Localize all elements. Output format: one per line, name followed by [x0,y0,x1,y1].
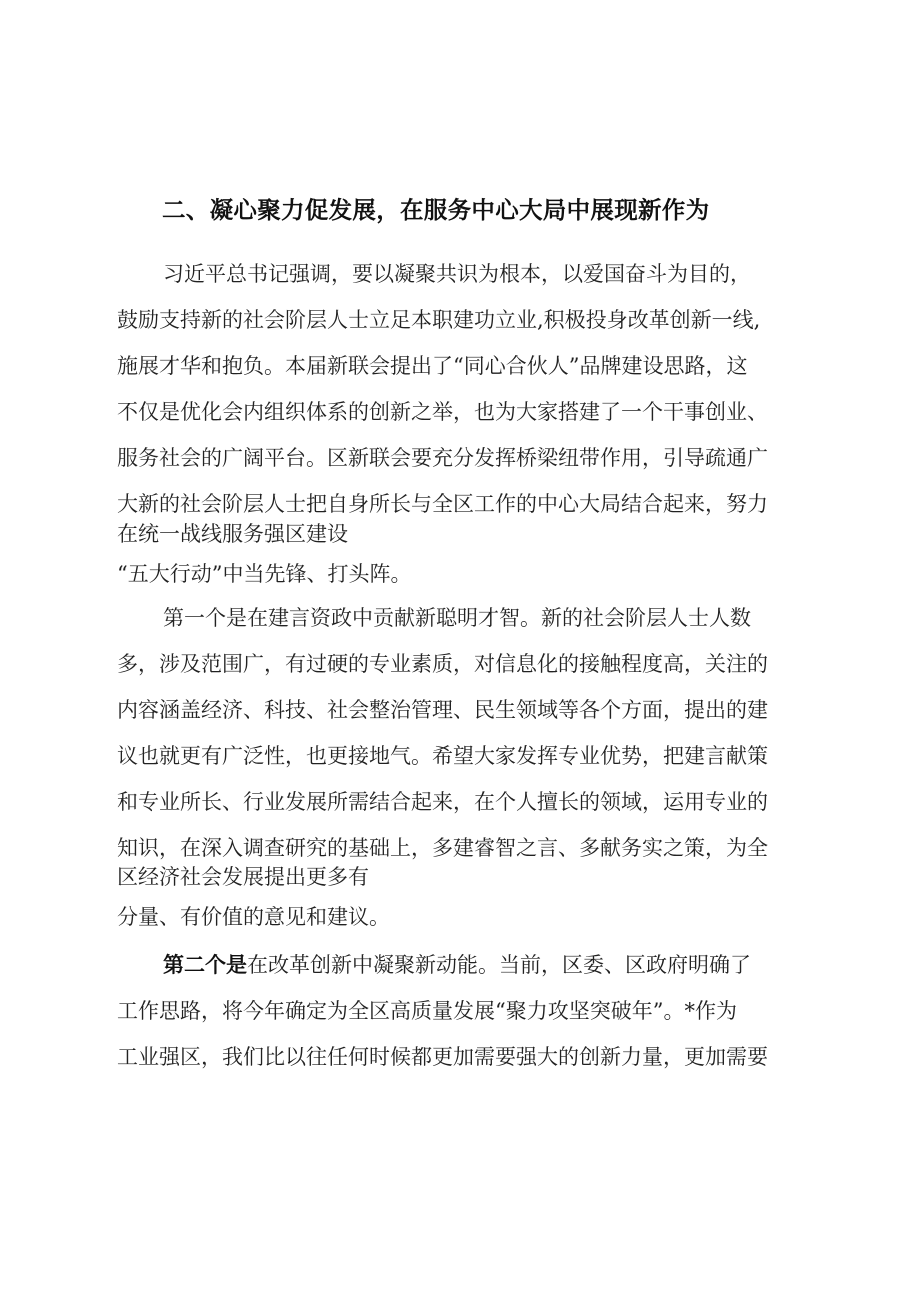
paragraph-2-line-8: 分量、有价值的意见和建议。 [117,905,390,929]
paragraph-2-line-7: 区经济社会发展提出更多有 [117,865,369,889]
paragraph-3-line-1 [163,953,751,977]
paragraph-1-line-7: 在统一战线服务强区建设 [117,522,348,546]
paragraph-1-line-4: 不仅是优化会内组织体系的创新之举，也为大家搭建了一个干事创业、 [117,400,768,424]
paragraph-1-line-8: “五大行动”中当先锋、打头阵。 [117,562,412,586]
paragraph-2-line-6: 知识，在深入调查研究的基础上，多建睿智之言、多献务实之策，为全 [117,836,768,860]
paragraph-1-line-1: 习近平总书记强调，要以凝聚共识为根本，以爱国奋斗为目的， [163,262,751,286]
paragraph-1-line-6: 大新的社会阶层人士把自身所长与全区工作的中心大局结合起来，努力 [117,492,768,516]
section-heading: 二、凝心聚力促发展，在服务中心大局中展现新作为 [162,196,710,224]
paragraph-2-line-3: 内容涵盖经济、科技、社会整治管理、民生领域等各个方面，提出的建 [117,698,768,722]
paragraph-3-line-1-rest: 在改革创新中凝聚新动能。当前，区委、区政府明确了 [247,953,751,977]
paragraph-2-line-2: 多，涉及范围广，有过硬的专业素质，对信息化的接触程度高，关注的 [117,652,768,676]
paragraph-3-line-2: 工作思路，将今年确定为全区高质量发展“聚力攻坚突破年”。*作为 [117,999,737,1023]
paragraph-2-line-4: 议也就更有广泛性，也更接地气。希望大家发挥专业优势，把建言献策 [117,744,768,768]
paragraph-3-bold-lead: 第二个是 [163,953,247,977]
paragraph-1-line-2: 鼓励支持新的社会阶层人士立足本职建功立业,积极投身改革创新一线, [117,308,761,332]
paragraph-1-line-5: 服务社会的广阔平台。区新联会要充分发挥桥梁纽带作用，引导疏通广 [117,446,768,470]
paragraph-2-line-1: 第一个是在建言资政中贡献新聪明才智。新的社会阶层人士人数 [163,606,751,630]
paragraph-1-line-3: 施展才华和抱负。本届新联会提出了“同心合伙人”品牌建设思路，这 [117,354,748,378]
paragraph-2-line-5: 和专业所长、行业发展所需结合起来，在个人擅长的领域，运用专业的 [117,790,768,814]
paragraph-3-line-3: 工业强区，我们比以往任何时候都更加需要强大的创新力量，更加需要 [117,1045,768,1069]
